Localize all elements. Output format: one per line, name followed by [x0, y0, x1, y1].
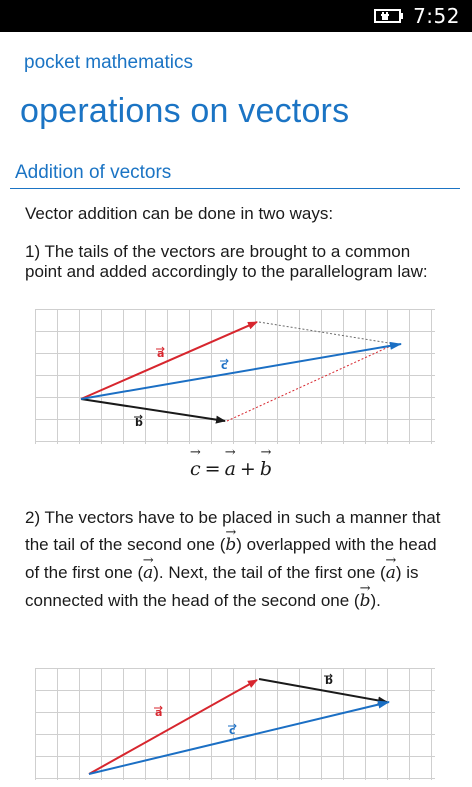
formula-c: → c — [190, 458, 201, 480]
vector-a-label-2: a — [155, 706, 163, 719]
grid-lines — [35, 309, 435, 444]
app-name: pocket mathematics — [24, 52, 193, 73]
triangle-diagram — [35, 668, 435, 780]
status-bar — [0, 0, 472, 32]
vector-a-label: a — [157, 347, 165, 360]
section-divider — [10, 188, 460, 189]
formula-plus: + — [239, 458, 256, 480]
status-time: 7:52 — [413, 4, 460, 28]
intro-text: Vector addition can be done in two ways: — [25, 204, 334, 223]
vector-c-label: c — [221, 359, 228, 372]
method2-b1: → b — [225, 532, 236, 559]
dotted-completion-bottom — [227, 344, 395, 421]
vector-sum-formula — [190, 458, 272, 480]
battery-charging-icon — [374, 8, 404, 29]
page-title: operations on vectors — [20, 92, 350, 130]
dotted-completion-top — [259, 322, 395, 344]
method2-part3: ). Next, the tail of the first one ( — [153, 563, 386, 582]
method2-a1: → a — [143, 560, 153, 587]
formula-b: → b — [260, 458, 272, 480]
vector-b-arrow — [81, 399, 225, 421]
method2-part2: ) overlapped with the head of the first one ( — [25, 535, 437, 582]
vector-b-label-2: b — [325, 674, 333, 687]
section-title: Addition of vectors — [15, 162, 172, 183]
parallelogram-diagram — [35, 309, 435, 444]
vector-b-label: b — [135, 416, 143, 429]
vector-c-label-2: c — [229, 724, 236, 737]
vector-c-arrow — [81, 344, 401, 399]
formula-a: → a — [225, 458, 236, 480]
method2-a2: → a — [386, 560, 396, 587]
formula-equals: = — [204, 458, 221, 480]
method2-b2: → b — [360, 588, 371, 615]
method2-part4: ) is connected with the head of the second one ( — [25, 563, 419, 610]
method1-text: 1) The tails of the vectors are brought to a common point and added accordingly to the parallelogram law: — [25, 242, 428, 281]
method2-part5: ). — [370, 591, 381, 610]
method2-part1: 2) The vectors have to be placed in such a manner that the tail of the second one ( — [25, 508, 441, 554]
vector-a-arrow — [81, 322, 257, 399]
method2-text — [25, 504, 445, 615]
